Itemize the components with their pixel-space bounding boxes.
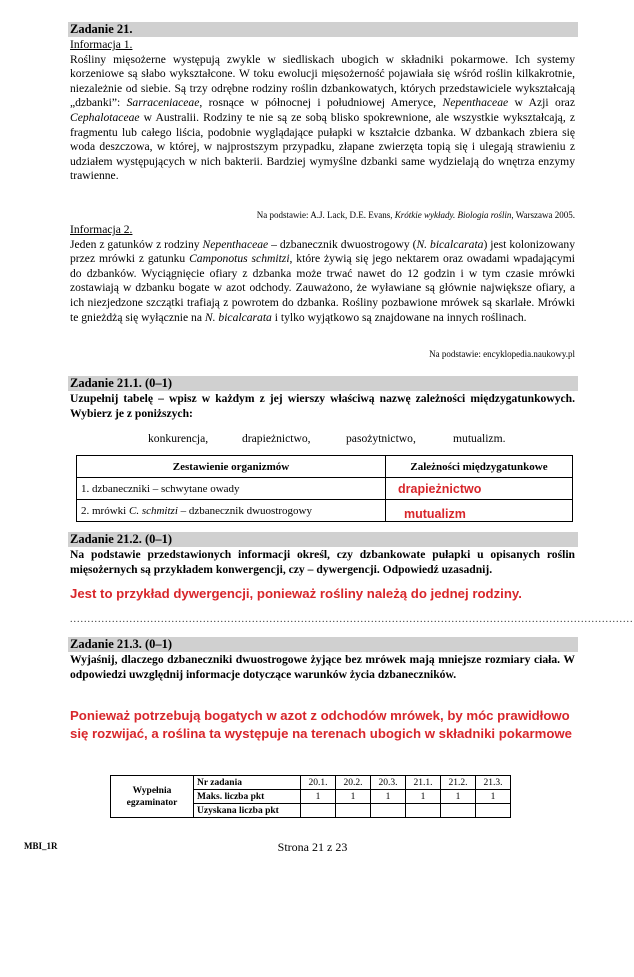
task-21-3-instruction: Wyjaśnij, dlaczego dzbaneczniki dwuostrogowe żyjące bez mrówek mają mniejsze rozmiary ciała. W odpowiedzi uwzględnij informacje dotyczące warunków życia dzbaneczników. [70, 653, 575, 681]
table-row [77, 500, 573, 522]
task-cell: 20.1. [301, 776, 336, 790]
examiner-label: Wypełnia egzaminator [111, 776, 194, 818]
score-input[interactable] [406, 804, 441, 818]
row2-answer-field[interactable] [386, 500, 573, 522]
info2-source: Na podstawie: encyklopedia.naukowy.pl [429, 349, 575, 359]
score-input[interactable] [371, 804, 406, 818]
option-1: konkurencja, [148, 432, 209, 445]
row1-organisms: 1. dzbaneczniki – schwytane owady [77, 478, 386, 500]
score-input[interactable] [476, 804, 511, 818]
max-cell: 1 [441, 790, 476, 804]
row1-answer: drapieżnictwo [398, 481, 482, 496]
row-obtained-points: Uzyskana liczba pkt [194, 804, 301, 818]
option-2: drapieżnictwo, [242, 432, 311, 445]
page-number: Strona 21 z 23 [277, 840, 348, 854]
row1-answer-field[interactable] [386, 478, 573, 500]
relations-table [76, 455, 573, 522]
max-cell: 1 [301, 790, 336, 804]
info1-text: Rośliny mięsożerne występują zwykle w siedliskach ubogich w składniki pokarmowe. Ich systemy korzeniowe są słabo wykształcone. W toku ewolucji mięsożerność pojawiała się wśród roślin kilkakrotnie, niezależnie od siebie. Są trzy odrębne rodziny roślin dzbankowatych, których przedstawiciele wykształcają „dzbanki”: Sarraceniaceae, rosnące w północnej i południowej Ameryce, Nepenthaceae w Azji oraz Cephalotaceae w Australii. Rodziny te nie są ze sobą blisko spokrewnione, ale wszystkie wykształcają, z fragmentu lub całego liścia, podobnie wyglądające pułapki w kształcie dzbanka. W dzbankach zbiera się woda deszczowa, w której, w najprostszym przypadku, złapane zwierzęta topią się i ulegają strawieniu z udziałem występujących w nich bakterii. Bardziej wymyślne dzbanki same wydzielają do wnętrza enzymy trawienne. [70, 52, 575, 183]
info1-title: Informacja 1. [70, 38, 133, 51]
info2-title: Informacja 2. [70, 223, 133, 236]
max-cell: 1 [406, 790, 441, 804]
info1-source: Na podstawie: A.J. Lack, D.E. Evans, Krótkie wykłady. Biologia roślin, Warszawa 2005. [256, 210, 575, 220]
task-21-2-header: Zadanie 21.2. (0–1) [68, 532, 578, 547]
col-relations: Zależności międzygatunkowe [386, 456, 573, 478]
task-cell: 20.2. [336, 776, 371, 790]
task-21-2-instruction: Na podstawie przedstawionych informacji określ, czy dzbankowate pułapki u opisanych roślin mięsożernych są przykładem konwergencji, czy – dywergencji. Odpowiedź uzasadnij. [70, 548, 575, 576]
max-cell: 1 [336, 790, 371, 804]
row2-organisms: 2. mrówki C. schmitzi – dzbanecznik dwuostrogowy [77, 500, 386, 522]
max-cell: 1 [476, 790, 511, 804]
task-21-1-instruction: Uzupełnij tabelę – wpisz w każdym z jej wierszy właściwą nazwę zależności międzygatunkowych. Wybierz je z poniższych: [70, 392, 575, 420]
score-input[interactable] [301, 804, 336, 818]
answer-line: ................................................................................................................................................................. [70, 614, 634, 625]
task-cell: 20.3. [371, 776, 406, 790]
exam-code: MBI_1R [24, 841, 58, 851]
row2-answer: mutualizm [404, 506, 466, 521]
row-task-number: Nr zadania [194, 776, 301, 790]
task-cell: 21.2. [441, 776, 476, 790]
max-cell: 1 [371, 790, 406, 804]
score-input[interactable] [336, 804, 371, 818]
score-input[interactable] [441, 804, 476, 818]
task-21-1-header: Zadanie 21.1. (0–1) [68, 376, 578, 391]
row-max-points: Maks. liczba pkt [194, 790, 301, 804]
task-cell: 21.1. [406, 776, 441, 790]
task-21-3-answer[interactable]: Ponieważ potrzebują bogatych w azot z odchodów mrówek, by móc prawidłowo się rozwijać, a roślina ta występuje na terenach ubogich w składniki pokarmowe [70, 708, 573, 741]
table-row [77, 478, 573, 500]
info2-text: Jeden z gatunków z rodziny Nepenthaceae – dzbanecznik dwuostrogowy (N. bicalcarata) jest kolonizowany przez mrówki z gatunku Camponotus schmitzi, które żywią się jego nektarem oraz owadami wpadającymi do dzbanków. Wyciągnięcie ofiary z dzbanka może trwać nawet do 12 godzin i w tym czasie mrówki zostawiają w dzbanku bogate w azot odchody. Zauważono, że wyławiane są głównie największe ofiary, a ich niezjedzone szczątki trafiają z powrotem do dzbanka. Rośliny pozbawione mrówek są skarlałe. Mrówki te gnieżdżą się wyłącznie na N. bicalcarata i tylko wyjątkowo są znajdowane na innych roślinach. [70, 237, 576, 324]
examiner-table [110, 775, 511, 818]
task-cell: 21.3. [476, 776, 511, 790]
task-21-2-answer[interactable]: Jest to przykład dywergencji, ponieważ rośliny należą do jednej rodziny. [70, 586, 522, 601]
col-organisms: Zestawienie organizmów [77, 456, 386, 478]
option-4: mutualizm. [453, 432, 506, 445]
task-21-3-header: Zadanie 21.3. (0–1) [68, 637, 578, 652]
option-3: pasożytnictwo, [346, 432, 416, 445]
task-21-info1 [70, 38, 575, 184]
task-21-header: Zadanie 21. [68, 22, 578, 37]
task-21-info2 [70, 223, 575, 325]
